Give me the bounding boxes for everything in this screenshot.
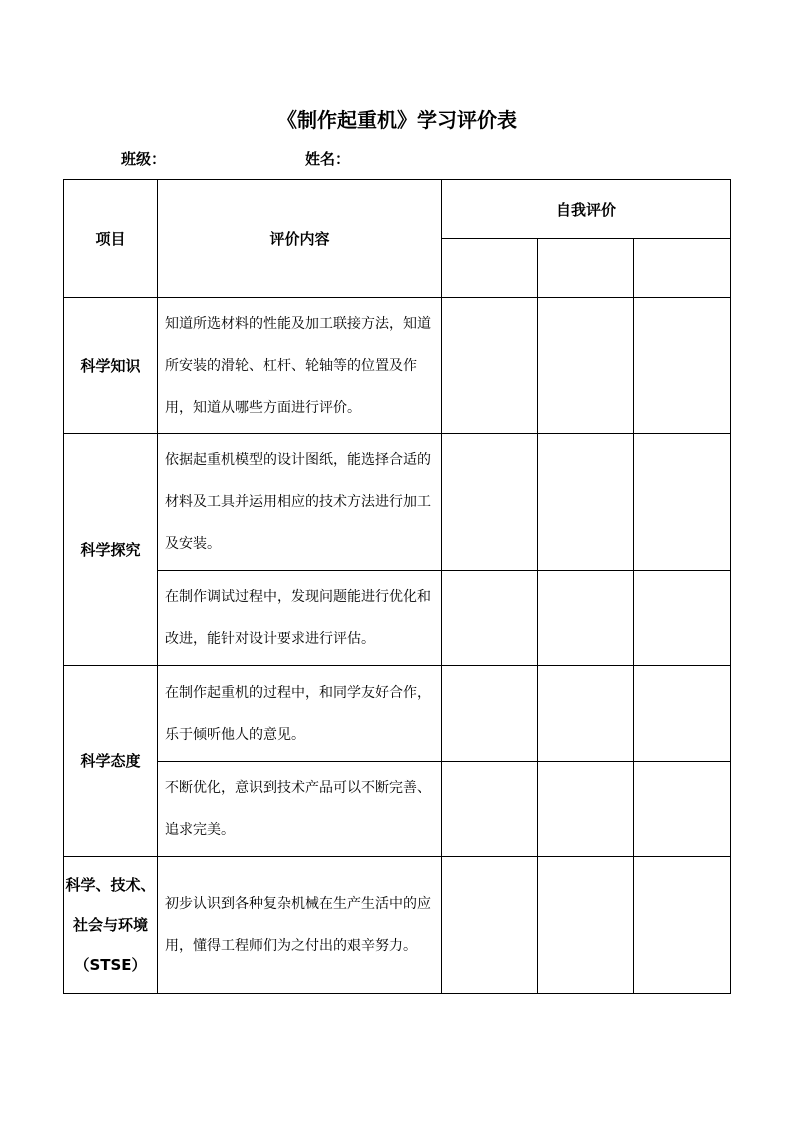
self-eval-subheader-cell[interactable] (538, 239, 634, 298)
content-cell: 在制作起重机的过程中，和同学友好合作，乐于倾听他人的意见。 (158, 666, 442, 762)
rating-cell[interactable] (538, 298, 634, 434)
rating-cell[interactable] (634, 298, 731, 434)
rating-cell[interactable] (442, 298, 538, 434)
category-line: 科学、技术、 (65, 876, 156, 894)
rating-cell[interactable] (634, 857, 731, 994)
category-line: 社会与环境 (72, 916, 148, 934)
evaluation-table (63, 179, 731, 994)
rating-cell[interactable] (538, 434, 634, 571)
rating-cell[interactable] (634, 434, 731, 571)
table-row (64, 571, 731, 666)
content-cell: 在制作调试过程中，发现问题能进行优化和改进，能针对设计要求进行评估。 (158, 571, 442, 666)
table-row (64, 762, 731, 857)
content-cell: 依据起重机模型的设计图纸，能选择合适的材料及工具并运用相应的技术方法进行加工及安装。 (158, 434, 442, 571)
class-label: 班级： (121, 150, 167, 168)
table-row (64, 434, 731, 571)
category-cell: 科学探究 (64, 434, 158, 666)
rating-cell[interactable] (538, 857, 634, 994)
self-eval-subheader-cell[interactable] (442, 239, 538, 298)
rating-cell[interactable] (442, 666, 538, 762)
table-row (64, 857, 731, 994)
rating-cell[interactable] (442, 434, 538, 571)
category-cell (64, 857, 158, 994)
name-label: 姓名： (305, 150, 351, 168)
category-cell: 科学知识 (64, 298, 158, 434)
rating-cell[interactable] (538, 571, 634, 666)
rating-cell[interactable] (634, 666, 731, 762)
content-cell: 初步认识到各种复杂机械在生产生活中的应用，懂得工程师们为之付出的艰辛努力。 (158, 857, 442, 994)
rating-cell[interactable] (442, 762, 538, 857)
self-eval-subheader-cell[interactable] (634, 239, 731, 298)
rating-cell[interactable] (538, 666, 634, 762)
table-row (64, 666, 731, 762)
content-cell: 不断优化，意识到技术产品可以不断完善、追求完美。 (158, 762, 442, 857)
category-line: （STSE） (74, 956, 147, 974)
table-row (64, 298, 731, 434)
header-item: 项目 (64, 180, 158, 298)
content-cell: 知道所选材料的性能及加工联接方法，知道所安装的滑轮、杠杆、轮轴等的位置及作用，知道从哪些方面进行评价。 (158, 298, 442, 434)
rating-cell[interactable] (538, 762, 634, 857)
rating-cell[interactable] (634, 571, 731, 666)
rating-cell[interactable] (442, 571, 538, 666)
category-cell: 科学态度 (64, 666, 158, 857)
header-self-evaluation: 自我评价 (442, 180, 731, 239)
header-content: 评价内容 (158, 180, 442, 298)
rating-cell[interactable] (442, 857, 538, 994)
page-title: 《制作起重机》学习评价表 (277, 108, 517, 132)
rating-cell[interactable] (634, 762, 731, 857)
